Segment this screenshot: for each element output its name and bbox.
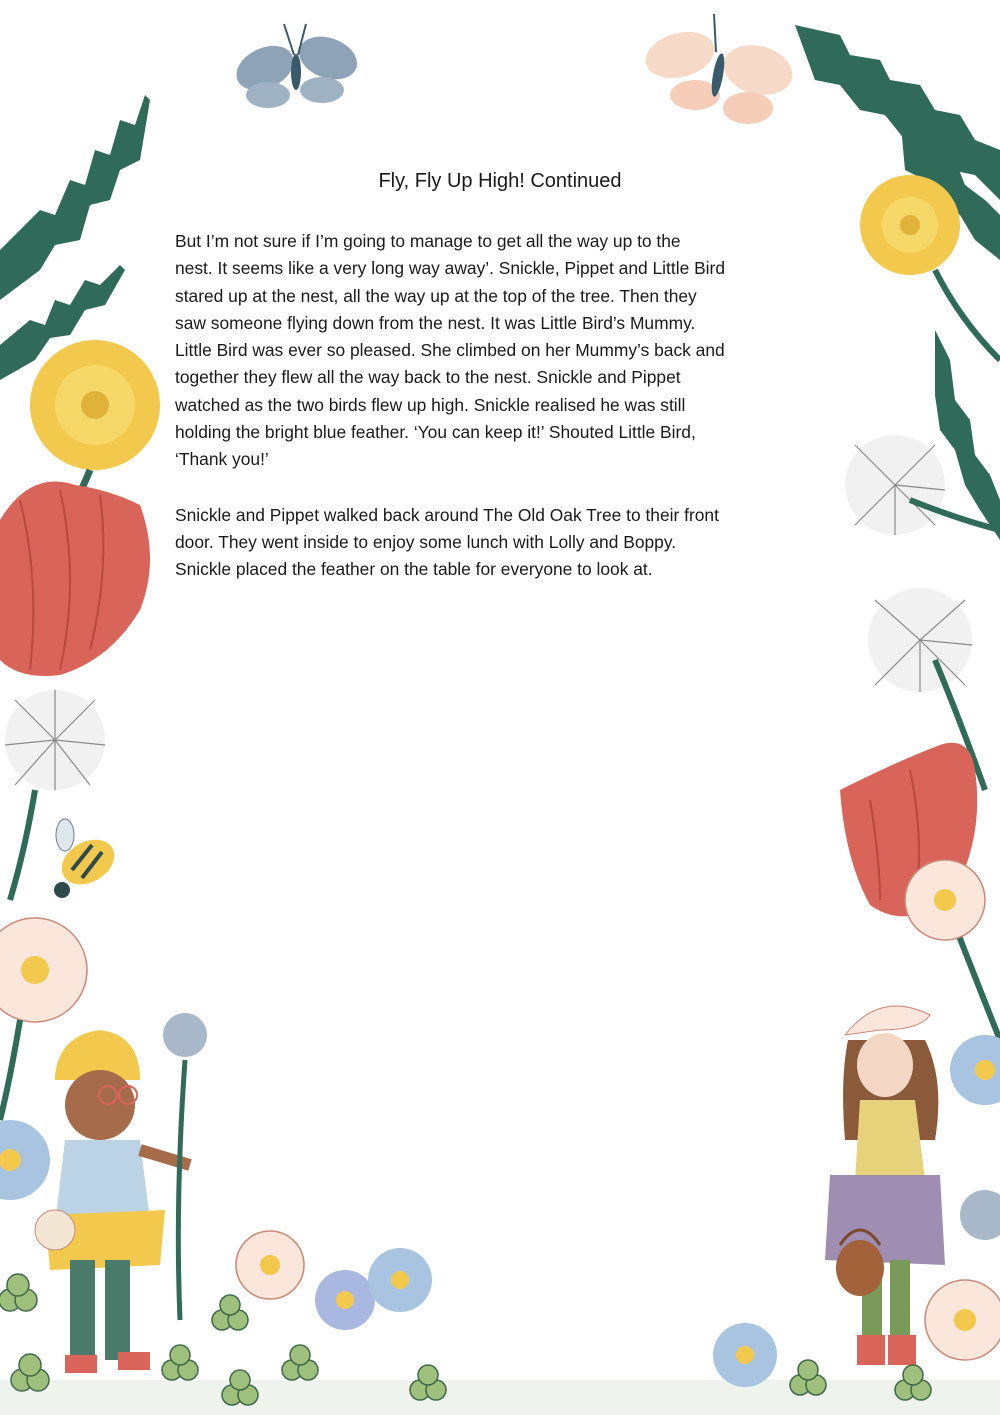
blue-butterfly-icon: [229, 24, 363, 108]
blue-daisy-icon: [0, 1120, 50, 1200]
peach-butterfly-icon: [640, 14, 798, 124]
story-paragraph: But I’m not sure if I’m going to manage to get all the way up to the nest. It seems like a very long way away’. Snickle, Pippet and Little Bird stared up at the nest, all the way up at the top of the tree. Then they saw someone flying down from the nest. It was Little Bird’s Mummy. Little Bird was ever so pleased. She climbed on her Mummy’s back and together they flew all the way back to the nest. Snickle and Pippet watched as the two birds flew up high. Snickle realised he was still holding the bright blue feather. ‘You can keep it!’ Shouted Little Bird, ‘Thank you!’: [175, 231, 725, 470]
page-title: Fly, Fly Up High! Continued: [378, 170, 622, 192]
story-paragraph: Snickle and Pippet walked back around The Old Oak Tree to their front door. They went inside to enjoy some lunch with Lolly and Boppy. Snickle placed the feather on the table for everyone to look at.: [175, 504, 719, 580]
red-poppy-icon: [0, 482, 150, 676]
child-with-yellow-hat: [35, 1013, 207, 1373]
ground-clovers: [0, 1274, 1000, 1415]
story-text: [175, 228, 825, 612]
bee-icon: [54, 819, 122, 898]
left-dandelion-leaves: [0, 95, 150, 380]
bottom-flowers: [236, 1231, 777, 1387]
white-daisy-icon-right: [905, 860, 985, 940]
